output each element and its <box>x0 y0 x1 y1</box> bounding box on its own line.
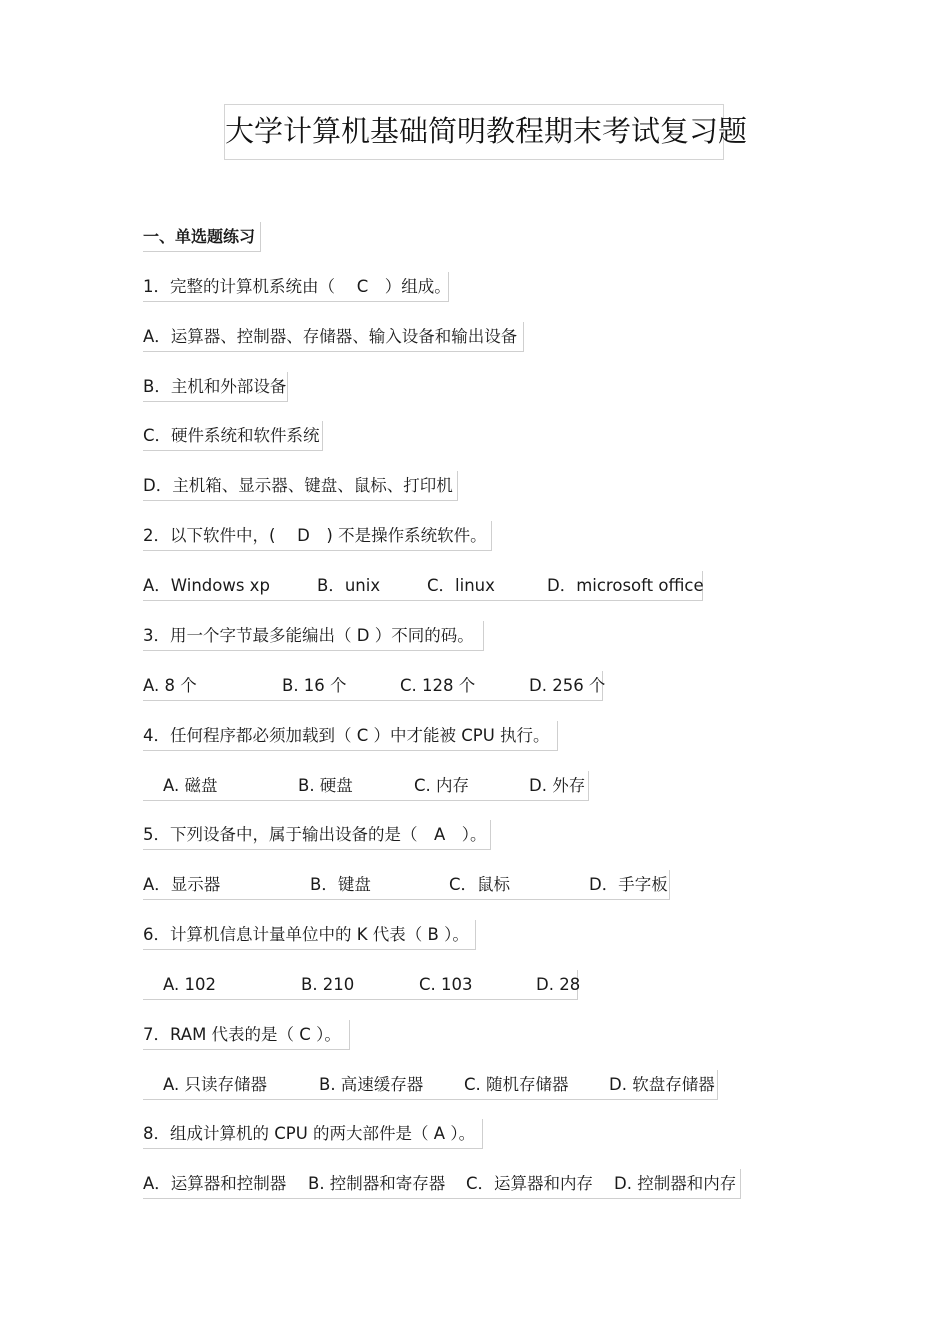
q5-option-c: C．鼠标 <box>449 875 511 894</box>
q2-options <box>143 571 703 601</box>
question-3: 3．用一个字节最多能编出（ D ）不同的码。 <box>143 621 484 651</box>
q4-options <box>143 771 589 801</box>
q1-option-b: B．主机和外部设备 <box>143 372 288 402</box>
section-heading: 一、单选题练习 <box>143 222 261 252</box>
q6-option-a: A. 102 <box>163 975 216 994</box>
question-4: 4．任何程序都必须加载到（ C ）中才能被 CPU 执行。 <box>143 721 558 751</box>
q7-option-c: C. 随机存储器 <box>464 1075 569 1094</box>
q6-option-c: C. 103 <box>419 975 473 994</box>
q7-option-d: D. 软盘存储器 <box>609 1075 715 1094</box>
question-6: 6．计算机信息计量单位中的 K 代表（ B ）。 <box>143 920 476 950</box>
q4-option-d: D. 外存 <box>529 776 586 795</box>
q1-option-c: C．硬件系统和软件系统 <box>143 421 323 451</box>
q8-option-b: B. 控制器和寄存器 <box>308 1174 446 1193</box>
question-1: 1．完整的计算机系统由（ C ）组成。 <box>143 272 449 302</box>
q5-option-b: B．键盘 <box>310 875 371 894</box>
q2-option-d: D．microsoft office <box>547 576 704 595</box>
q1-option-d: D．主机箱、显示器、键盘、鼠标、打印机 <box>143 471 458 501</box>
q6-options <box>143 970 581 1000</box>
page-title: 大学计算机基础简明教程期末考试复习题 <box>224 104 724 160</box>
q3-option-b: B. 16 个 <box>282 676 347 695</box>
q7-option-a: A. 只读存储器 <box>163 1075 267 1094</box>
q5-option-d: D．手字板 <box>589 875 668 894</box>
q8-option-a: A．运算器和控制器 <box>143 1174 287 1193</box>
question-5: 5．下列设备中，属于输出设备的是（ A ）。 <box>143 820 491 850</box>
question-8: 8．组成计算机的 CPU 的两大部件是（ A ）。 <box>143 1119 483 1149</box>
q7-options <box>143 1070 718 1100</box>
q5-options <box>143 870 670 900</box>
q6-option-d: D. 28 <box>536 975 581 994</box>
question-7: 7．RAM 代表的是（ C ）。 <box>143 1020 350 1050</box>
q8-option-d: D. 控制器和内存 <box>614 1174 737 1193</box>
q3-option-a: A. 8 个 <box>143 676 197 695</box>
q4-option-a: A. 磁盘 <box>163 776 218 795</box>
q3-options <box>143 671 606 701</box>
q3-option-d: D. 256 个 <box>529 676 606 695</box>
q2-option-b: B．unix <box>317 576 381 595</box>
q8-options <box>143 1169 741 1199</box>
q6-option-b: B. 210 <box>301 975 355 994</box>
q3-option-c: C. 128 个 <box>400 676 476 695</box>
question-2: 2．以下软件中，( D ) 不是操作系统软件。 <box>143 521 492 551</box>
q1-option-a: A．运算器、控制器、存储器、输入设备和输出设备 <box>143 322 524 352</box>
q4-option-c: C. 内存 <box>414 776 470 795</box>
q8-option-c: C．运算器和内存 <box>466 1174 594 1193</box>
q2-option-c: C．linux <box>427 576 495 595</box>
q7-option-b: B. 高速缓存器 <box>319 1075 424 1094</box>
q4-option-b: B. 硬盘 <box>298 776 353 795</box>
q5-option-a: A．显示器 <box>143 875 221 894</box>
q2-option-a: A．Windows xp <box>143 576 270 595</box>
